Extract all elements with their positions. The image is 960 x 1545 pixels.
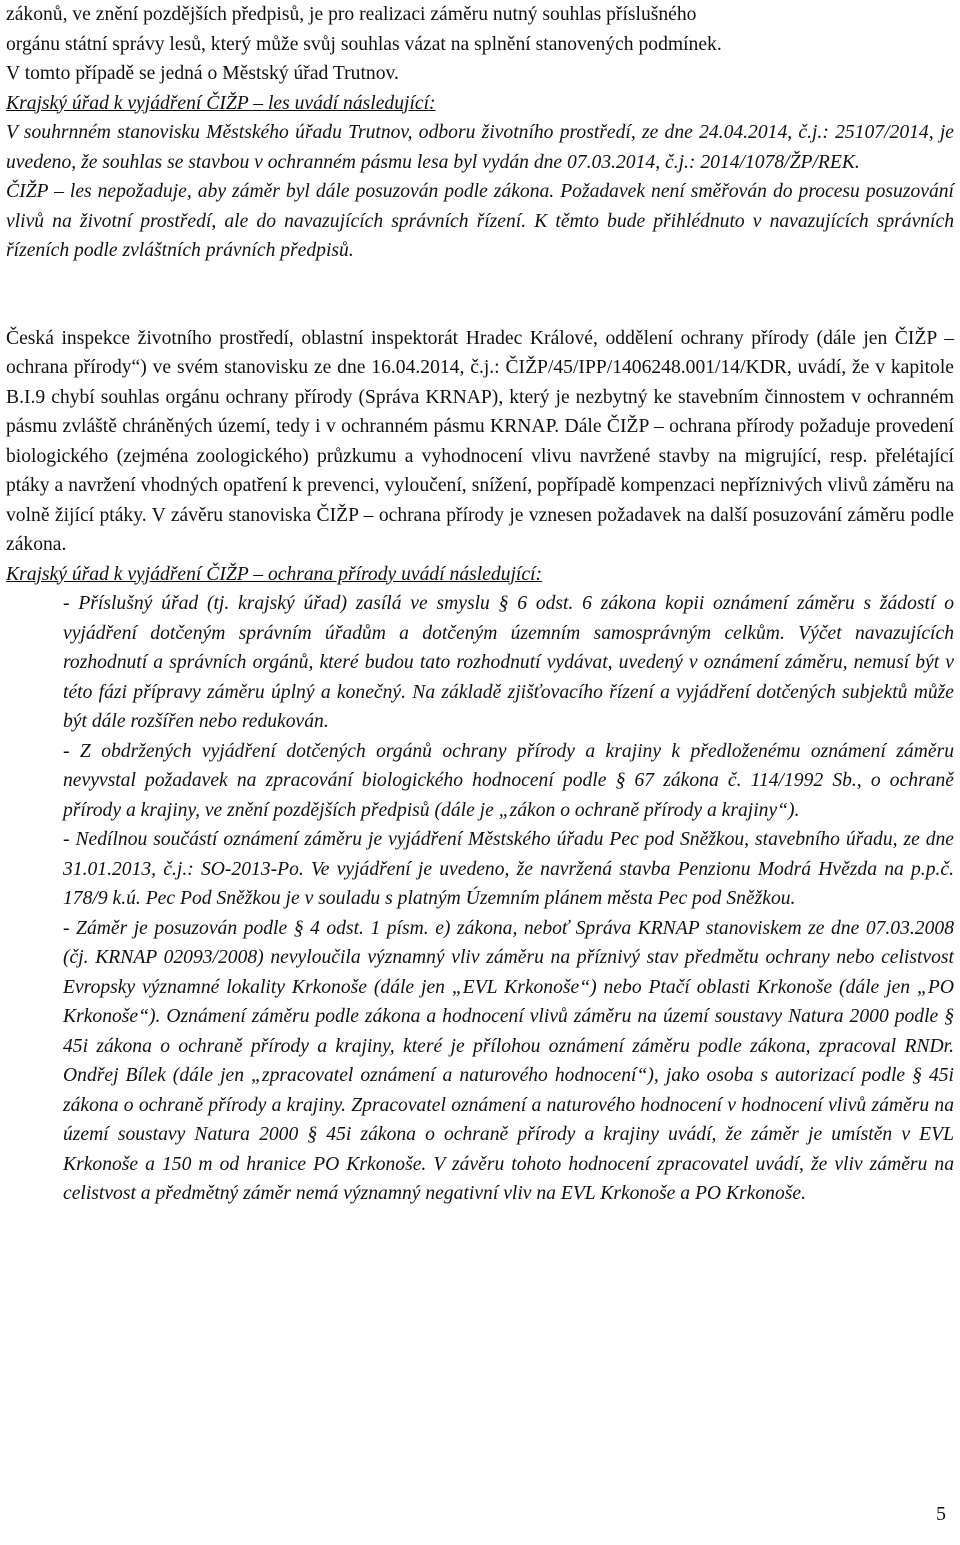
les-conclusion: ČIŽP – les nepožaduje, aby záměr byl dále posuzován podle zákona. Požadavek není směřován do procesu posuzování vlivů na životní prostředí, ale do navazujících správních řízení. K těmto bude přihlédnuto v navazujících správních řízeních podle zvláštních právních předpisů. (6, 181, 954, 261)
page-number: 5 (936, 1503, 946, 1525)
intro-line-1: zákonů, ve znění pozdějších předpisů, je pro realizaci záměru nutný souhlas příslušného (6, 4, 697, 25)
section-heading-les: Krajský úřad k vyjádření ČIŽP – les uvádí následující: (6, 92, 436, 114)
list-item-1: - Příslušný úřad (tj. krajský úřad) zasílá ve smyslu § 6 odst. 6 zákona kopii oznámení záměru s žádostí o vyjádření dotčeným správním úřadům a dotčeným územním samosprávným celkům. Výčet navazujících rozhodnutí a správních orgánů, které budou tato rozhodnutí vydávat, uvedený v oznámení záměru, nemusí být v této fázi přípravy záměru úplný a konečný. Na základě zjišťovacího řízení a vyjádření dotčených subjektů může být dále rozšířen nebo redukován. (63, 593, 954, 732)
intro-line-2: orgánu státní správy lesů, který může svůj souhlas vázat na splnění stanovených podmínek. (6, 33, 722, 55)
intro-line-3: V tomto případě se jedná o Městský úřad Trutnov. (6, 63, 399, 84)
list-item-3: - Nedílnou součástí oznámení záměru je vyjádření Městského úřadu Pec pod Sněžkou, stavebního úřadu, ze dne 31.01.2013, č.j.: SO-2013-Po. Ve vyjádření je uvedeno, že navržená stavba Penzionu Modrá Hvězda na p.p.č. 178/9 k.ú. Pec Pod Sněžkou je v souladu s platným Územním plánem města Pec pod Sněžkou. (63, 829, 954, 909)
cizp-nature-statement: Česká inspekce životního prostředí, oblastní inspektorát Hradec Králové, oddělení ochrany přírody (dále jen ČIŽP – ochrana přírody“) ve svém stanovisku ze dne 16.04.2014, č.j.: ČIŽP/45/IPP/1406248.001/14/KDR, uvádí, že v kapitole B.I.9 chybí souhlas orgánu ochrany přírody (Správa KRNAP), který je nezbytný ke stavebním činnostem v ochranném pásmu zvláště chráněných území, tedy i v ochranném pásmu KRNAP. Dále ČIŽP – ochrana přírody požaduje provedení biologického (zejména zoologického) průzkumu a vyhodnocení vlivu navržené stavby na migrující, resp. přelétající ptáky a navržení vhodných opatření k prevenci, vyloučení, snížení, popřípadě kompenzaci nepříznivých vlivů záměru na volně žijící ptáky. V závěru stanoviska ČIŽP – ochrana přírody je vznesen požadavek na další posuzování záměru podle zákona. (6, 327, 954, 555)
paragraph-gap (6, 266, 954, 324)
les-statement: V souhrnném stanovisku Městského úřadu Trutnov, odboru životního prostředí, ze dne 24.04.2014, č.j.: 25107/2014, je uvedeno, že souhlas se stavbou v ochranném pásmu lesa byl vydán dne 07.03.2014, č.j.: 2014/1078/ŽP/REK. (6, 122, 954, 173)
section-heading-nature: Krajský úřad k vyjádření ČIŽP – ochrana přírody uvádí následující: (6, 563, 543, 585)
document-page (6, 0, 954, 1209)
list-item-2: - Z obdržených vyjádření dotčených orgánů ochrany přírody a krajiny k předloženému oznámení záměru nevyvstal požadavek na zpracování biologického hodnocení podle § 67 zákona č. 114/1992 Sb., o ochraně přírody a krajiny, ve znění pozdějších předpisů (dále je „zákon o ochraně přírody a krajiny“). (63, 740, 954, 821)
list-item-4: - Záměr je posuzován podle § 4 odst. 1 písm. e) zákona, neboť Správa KRNAP stanoviskem ze dne 07.03.2008 (čj. KRNAP 02093/2008) nevyloučila významný vliv záměru na příznivý stav předmětu ochrany nebo celistvost Evropsky významné lokality Krkonoše (dále jen „EVL Krkonoše“) nebo Ptačí oblasti Krkonoše (dále jen „PO Krkonoše“). Oznámení záměru podle zákona a hodnocení vlivů záměru na území soustavy Natura 2000 podle § 45i zákona o ochraně přírody a krajiny, které je přílohou oznámení záměru podle zákona, zpracoval RNDr. Ondřej Bílek (dále jen „zpracovatel oznámení a naturového hodnocení“), jako osoba s autorizací podle § 45i zákona o ochraně přírody a krajiny. Zpracovatel oznámení a naturového hodnocení v hodnocení vlivů záměru na území soustavy Natura 2000 § 45i zákona o ochraně přírody a krajiny uvádí, že záměr je umístěn v EVL Krkonoše a 150 m od hranice PO Krkonoše. V závěru tohoto hodnocení zpracovatel uvádí, že vliv záměru na celistvost a předmětný záměr nemá významný negativní vliv na EVL Krkonoše a PO Krkonoše. (63, 917, 954, 1204)
